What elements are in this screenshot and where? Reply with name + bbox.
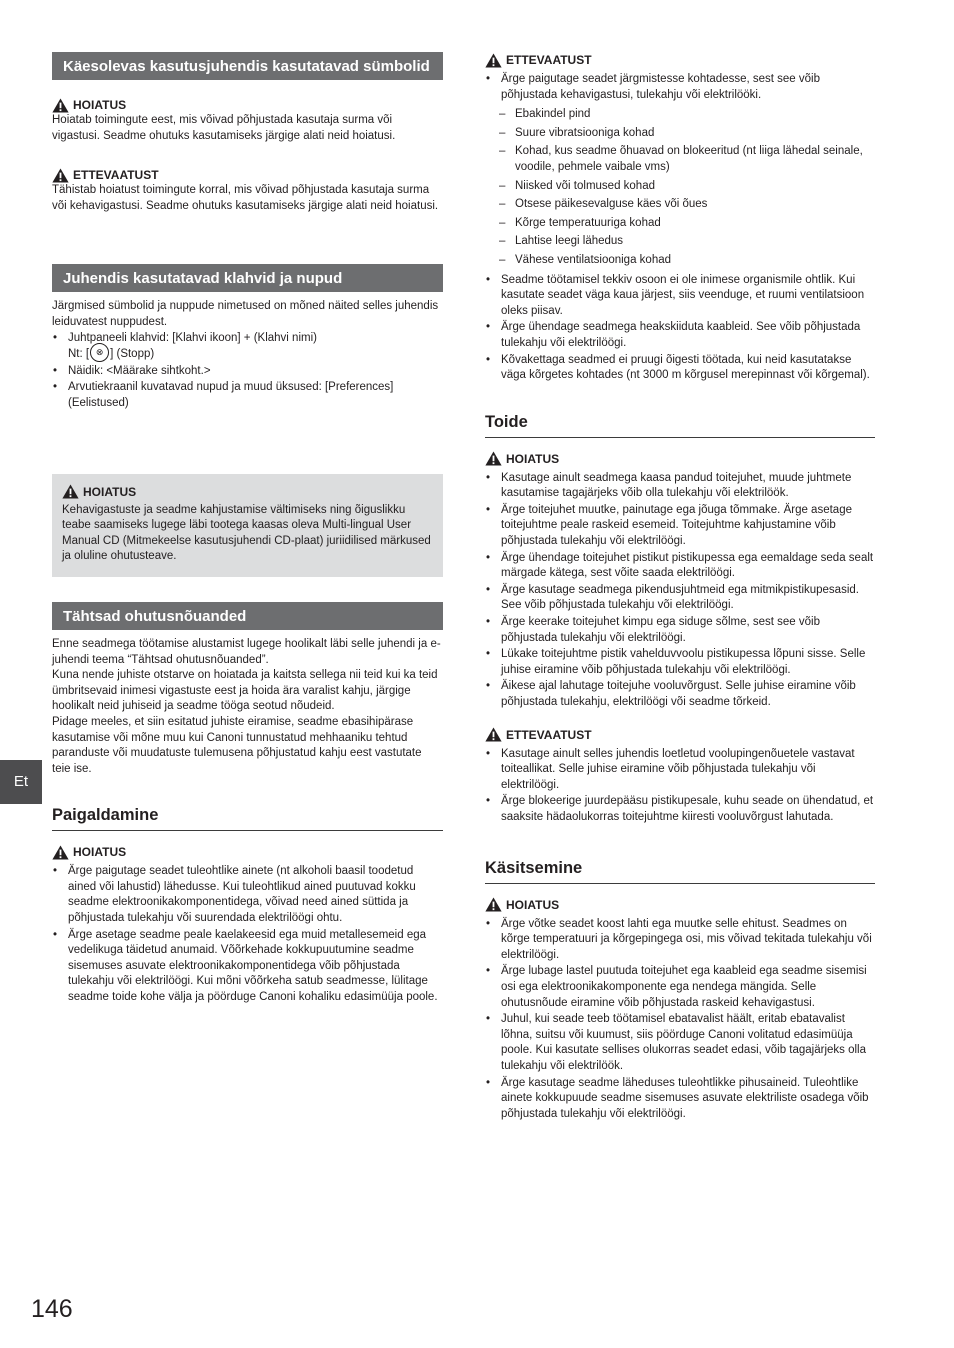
sub-list-item: – Niisked või tolmused kohad [485, 179, 875, 195]
label-hoiatus: HOIATUS [83, 484, 137, 499]
list-item: • Kasutage ainult seadmega kaasa pandud toitejuhet, muude juhtmete kasutamise tagajärjeks võib olla tulekahju või elektrilöök. [485, 471, 875, 502]
sub-list-item: – Lahtise leegi lähedus [485, 234, 875, 250]
label-ettevaatust: ETTEVAATUST [506, 727, 592, 742]
list-item: • Ärge toitejuhet muutke, painutage ega jõuga tõmmake. Ärge asetage toitejuhtme peale raskeid esemeid. Toitejuhtme kahjustamine võib põhjustada tulekahju või elektrilöögi. [485, 503, 875, 550]
caution-label [485, 52, 875, 68]
list-item: • Näidik: <Määrake sihtkoht.> [52, 364, 443, 380]
list-item: • Lükake toitejuhtme pistik vahelduvvoolu pistikupessa lõpuni sisse. Selle juhise eiramine võib põhjustada tulekahju või elektrilöögi. [485, 647, 875, 678]
sub-list-item: – Kõrge temperatuuriga kohad [485, 216, 875, 232]
list-item: • Ärge asetage seadme peale kaelakeesid ega muid metallesemeid ega vedelikuga täidetud anumaid. Võõrkehade kokkupuutumine seadme sisemuses asuvate elektroonikakomponentidega võib põhjustada tulekahju või elektrilöögi. Kui mõni võõrkeha satub seadmesse, lülitage seadme toide kohe välja ja pöörduge Canoni kohaliku edasimüüja poole. [52, 928, 443, 1006]
sub-list-item: – Suure vibratsiooniga kohad [485, 126, 875, 142]
keys-intro: Järgmised sümbolid ja nuppude nimetused on mõned näited selles juhendis leiduvatest nuppudest. [52, 300, 439, 328]
label-ettevaatust: ETTEVAATUST [73, 168, 159, 183]
power-caution-list [485, 747, 875, 826]
warning-triangle-icon [485, 727, 502, 742]
keys-item-example-prefix: Nt: [ [68, 348, 90, 361]
warning-label [485, 451, 875, 467]
sub-list-item: – Otsese päikesevalguse käes või õues [485, 197, 875, 213]
install-list [52, 864, 443, 1005]
label-hoiatus: HOIATUS [506, 451, 560, 466]
list-item: • Seadme töötamisel tekkiv osoon ei ole inimese organismile ohtlik. Kui kasutate seadet väga kaua järjest, siis veenduge, et ruumi ventilatsioon oleks piisav. [485, 273, 875, 320]
list-item: • Ärge ühendage toitejuhet pistikut pistikupessa ega eemaldage seda sealt märgade kätega, sest võite saada elektrilöögi. [485, 551, 875, 582]
warning-triangle-icon [485, 53, 502, 68]
list-item [52, 331, 443, 363]
section-title-safety: Tähtsad ohutusnõuanded [52, 602, 443, 630]
list-item: • Arvutiekraanil kuvatavad nupud ja muud üksused: [Preferences] (Eelistused) [52, 380, 443, 411]
handling-list [485, 917, 875, 1123]
language-tab: Et [0, 760, 42, 804]
safety-paragraph: Kuna nende juhiste otstarve on hoiatada ja kaitsta sellega nii teid kui ka teid ümbritsevaid inimesi vigastuste eest ja hoida ära varalist kahju, järgige hoolikalt neid juhiseid ja seadme tööga seotud nõudeid. [52, 669, 438, 713]
list-item: • Ärge kasutage seadmega pikendusjuhtmeid ega mitmikpistikupesasid. See võib põhjustada tulekahju või elektrilöögi. [485, 583, 875, 614]
warning-triangle-icon [62, 484, 79, 499]
warning-triangle-icon [52, 168, 69, 183]
list-item: • Ärge blokeerige juurdepääsu pistikupesale, kuhu seade on ühendatud, et saaksite hädaolukorras toitejuhtme kiiresti vooluvõrgust lahutada. [485, 794, 875, 825]
list-item: • Kõvakettaga seadmed ei pruugi õigesti töötada, kui neid kasutatakse väga kõrgetes kohtades (nt 3000 m kõrgusel merepinnast või kõrgemal). [485, 353, 875, 384]
warning-triangle-icon [52, 98, 69, 113]
heading-power: Toide [485, 412, 875, 438]
list-item: • Ärge lubage lastel puutuda toitejuhet ega kaableid ega seadme sisemisi osi ega elektroonikakomponente ega nendega mängida. Selle ohutusnõude eiramine võib põhjustada raskeid kehavigastusi. [485, 964, 875, 1011]
placement-sublist [485, 107, 875, 268]
list-item: • Ärge kasutage seadme läheduses tuleohtlikke pihusaineid. Tuleohtlike ainete kokkupuude seadme sisemuses asuvate elektriliste osadega võib põhjustada tulekahju või elektrilöögi. [485, 1076, 875, 1123]
warning-label [62, 484, 433, 500]
keys-item-example-suffix: ] (Stopp) [110, 348, 155, 361]
hoiatus-description: Hoiatab toimingute eest, mis võivad põhjustada kasutaja surma või vigastusi. Seadme ohutuks kasutamiseks järgige alati neid hoiatusi. [52, 114, 396, 142]
sub-list-item: – Vähese ventilatsiooniga kohad [485, 253, 875, 269]
placement-caution-list [485, 72, 875, 384]
legal-notice-box [52, 474, 443, 577]
ettevaatust-description: Tähistab hoiatust toimingute korral, mis võivad põhjustada kasutaja surma või kehavigastusi. Seadme ohutuks kasutamiseks järgige alati neid hoiatusi. [52, 184, 439, 212]
list-item: • Ärge paigutage seadet tuleohtlike ainete (nt alkoholi baasil toodetud ained või lahustid) lähedusse. Kui tuleohtlikud ained puutuvad kokku seadme elektroonikakomponentidega, võivad need ained süttida ja põhjustada tulekahju või suurendada elektrilöögi ohtu. [52, 864, 443, 926]
keys-list [52, 331, 443, 412]
list-item: • Kasutage ainult selles juhendis loetletud voolupingenõuetele vastavat toiteallikat. Selle juhise eiramine võib põhjustada tulekahju või elektrilöögi. [485, 747, 875, 794]
warning-label [52, 844, 443, 860]
warning-label [52, 97, 443, 113]
page-number: 146 [31, 1295, 73, 1323]
safety-paragraph: Enne seadmega töötamise alustamist lugege hoolikalt läbi selle juhendi ja e-juhendi teema “Tähtsad ohutusnõuanded”. [52, 637, 441, 666]
list-item-text: Ärge paigutage seadet järgmistesse kohtadesse, sest see võib põhjustada kehavigastusi, tulekahju või elektrilööki. [501, 73, 820, 101]
stop-key-icon: ⊗ [90, 343, 109, 362]
list-item: • Ärge keerake toitejuhet kimpu ega siduge sõlme, sest see võib põhjustada tulekahju või elektrilöögi. [485, 615, 875, 646]
legal-notice-text: Kehavigastuste ja seadme kahjustamise vältimiseks ning õiguslikku teabe saamiseks lugege läbi tootega kaasas oleva Multi-lingual User Manual CD (Mitmekeelse kasutusjuhendi CD-plaat) juriidilised märkused ja oluline ohutusteave. [62, 503, 431, 563]
heading-install: Paigaldamine [52, 805, 443, 831]
list-item: • Ärge ühendage seadmega heakskiiduta kaableid. See võib põhjustada tulekahju või elektrilöögi. [485, 320, 875, 351]
warning-triangle-icon [485, 897, 502, 912]
section-title-keys: Juhendis kasutatavad klahvid ja nupud [52, 264, 443, 292]
caution-label [52, 167, 443, 183]
left-column [52, 52, 443, 1007]
keys-item-line: Juhtpaneeli klahvid: [Klahvi ikoon] + (Klahvi nimi) [68, 331, 317, 344]
label-hoiatus: HOIATUS [73, 98, 127, 112]
caution-label [485, 727, 875, 743]
safety-paragraph: Pidage meeles, et siin esitatud juhiste eiramise, seadme ebasihipärase kasutamise või mõne muu kui Canoni tunnustatud mehhaaniku tehtud paranduste või muudatuste tulemusena põhjustatud kahju eest vastutate teie ise. [52, 715, 422, 775]
label-ettevaatust: ETTEVAATUST [506, 53, 592, 67]
label-hoiatus: HOIATUS [506, 897, 560, 912]
warning-triangle-icon [52, 845, 69, 860]
warning-label [485, 897, 875, 913]
section-title-symbols: Käesolevas kasutusjuhendis kasutatavad sümbolid [52, 52, 443, 80]
warning-triangle-icon [485, 451, 502, 466]
right-column [485, 52, 875, 1123]
sub-list-item: – Ebakindel pind [485, 107, 875, 123]
label-hoiatus: HOIATUS [73, 845, 127, 860]
sub-list-item: – Kohad, kus seadme õhuavad on blokeeritud (nt liiga lähedal seinale, voodile, pehmele vaibale vms) [485, 144, 875, 175]
list-item: • Äikese ajal lahutage toitejuhe vooluvõrgust. Selle juhise eiramine võib põhjustada tulekahju, elektrilöögi või seadme tõrkeid. [485, 679, 875, 710]
heading-handling: Käsitsemine [485, 858, 875, 884]
list-item: • Juhul, kui seade teeb töötamisel ebatavalist häält, eritab ebatavalist lõhna, suitsu või kuumust, siis pöörduge Canoni volitatud edasimüüja poole. Kui kasutate sellises olukorras seadet edasi, võib tagajärjeks olla tulekahju või elektrilöök. [485, 1012, 875, 1074]
list-item: • Ärge võtke seadet koost lahti ega muutke selle ehitust. Seadmes on kõrge temperatuuri ja kõrgepingega osi, mis võivad tekitada tulekahju või elektrilöögi. [485, 917, 875, 964]
list-item [485, 72, 875, 269]
power-warning-list [485, 471, 875, 711]
